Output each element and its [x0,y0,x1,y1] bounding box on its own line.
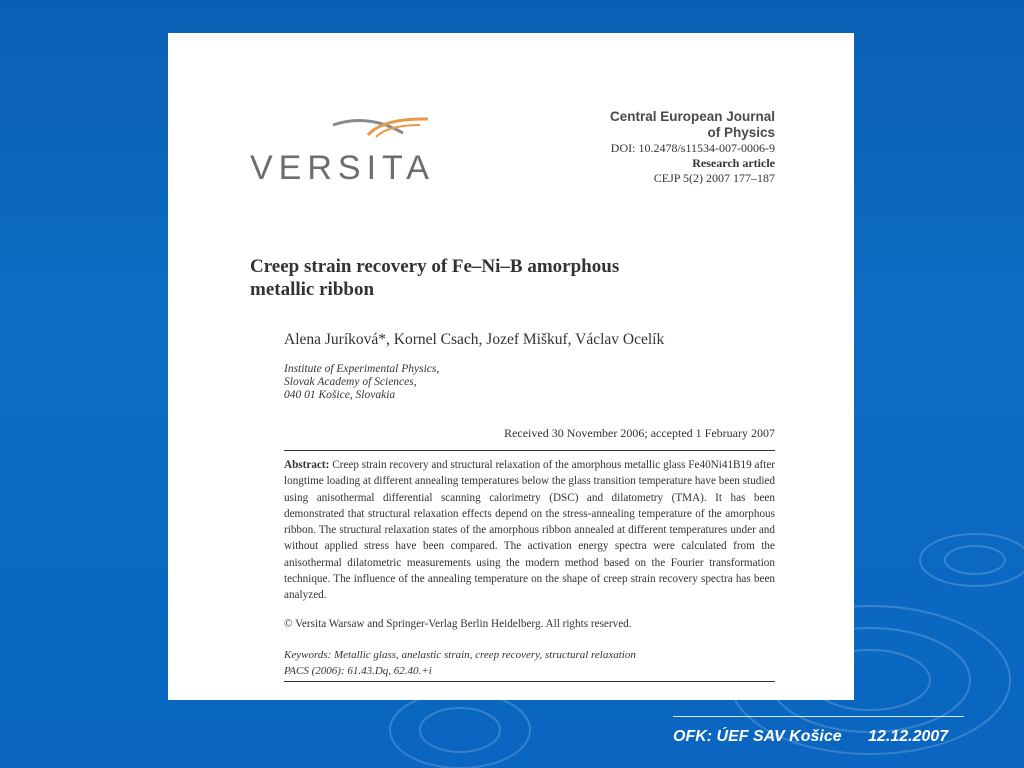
logo-text: VERSITA [250,149,435,187]
affiliation-line3: 040 01 Košice, Slovakia [284,389,396,401]
journal-doi: DOI: 10.2478/s11534-007-0006-9 [610,141,775,155]
journal-name-line2: of Physics [707,125,775,140]
affiliation-line1: Institute of Experimental Physics, [284,363,440,375]
pacs: PACS (2006): 61.43.Dq, 62.40.+i [284,665,432,677]
authors: Alena Juríková*, Kornel Csach, Jozef Miškuf, Václav Ocelík [284,331,665,348]
journal-citation: CEJP 5(2) 2007 177–187 [653,171,775,185]
affiliation [284,363,439,402]
divider-bottom [284,681,775,682]
abstract-formula: Fe40Ni41B19 [688,459,752,471]
article-type: Research article [692,156,775,170]
footer-date: 12.12.2007 [868,728,949,745]
title-line1: Creep strain recovery of Fe–Ni–B amorphous [250,256,620,277]
journal-info [475,109,775,186]
versita-logo [248,113,448,193]
slide-footer [673,728,948,746]
journal-name-line1: Central European Journal [609,109,775,124]
abstract-text-2: after longtime loading at different annealing temperatures below the glass transition temperature have been studied using anisothermal differential scanning calorimetry (DSC) and dilatometry (TMA). It has been demonstrated that structural relaxation effects depend on the stress-annealing temperature of the amorphous ribbon. The structural relaxation states of the amorphous ribbon annealed at different temperatures under and without applied stress have been compared. The activation energy spectra were calculated from the anisothermal dilatometric measurements using the modern method based on the Fourier transformation technique. The influence of the annealing temperature on the shape of creep strain recovery spectra has been analyzed. [284,459,776,602]
logo-swoosh-icon [328,113,448,153]
article-title [250,255,750,301]
affiliation-line2: Slovak Academy of Sciences, [284,376,417,388]
abstract-text-1: Creep strain recovery and structural relaxation of the amorphous metallic glass [332,459,686,471]
keywords-block [284,647,775,679]
received-dates: Received 30 November 2006; accepted 1 February 2007 [504,426,775,440]
footer-divider [673,716,964,717]
divider-top [284,450,775,451]
abstract [284,457,775,604]
keywords: Keywords: Metallic glass, anelastic strain, creep recovery, structural relaxation [284,649,636,661]
paper-page [168,33,854,700]
title-line2: metallic ribbon [250,279,375,300]
copyright: © Versita Warsaw and Springer-Verlag Berlin Heidelberg. All rights reserved. [284,618,632,630]
abstract-label: Abstract: [284,459,330,471]
footer-org: OFK: ÚEF SAV Košice [673,728,842,745]
